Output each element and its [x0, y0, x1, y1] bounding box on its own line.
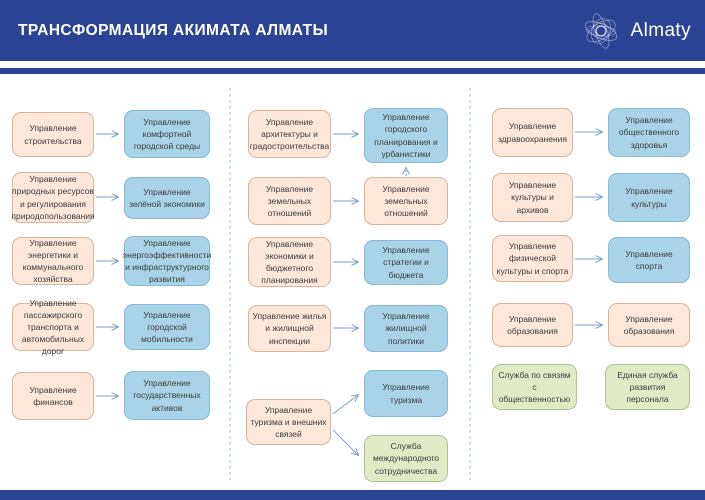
header — [0, 0, 705, 61]
dept-box-new: Управление городского планирования и урбанистики — [364, 108, 448, 163]
dept-box-kept: Управление образования — [608, 303, 690, 347]
dept-box-old: Управление природных ресурсов и регулирования природопользования — [12, 172, 94, 223]
header-stripe — [0, 68, 705, 74]
dept-box-old: Управление строительства — [12, 112, 94, 157]
page-title: ТРАНСФОРМАЦИЯ АКИМАТА АЛМАТЫ — [18, 21, 329, 39]
dept-box-new: Управление городской мобильности — [124, 304, 210, 350]
dept-box-new: Управление спорта — [608, 237, 690, 283]
dept-box-old: Управление туризма и внешних связей — [246, 399, 331, 445]
dept-box-old: Управление экономики и бюджетного планирования — [248, 237, 331, 287]
dept-box-old: Управление финансов — [12, 372, 94, 420]
connector-arrow-fork-up — [333, 395, 358, 414]
dept-box-old: Управление энергетики и коммунального хозяйства — [12, 237, 94, 285]
dept-box-new: Управление стратегии и бюджета — [364, 240, 448, 285]
service-box: Служба по связям с общественностью — [492, 364, 577, 410]
dept-box-old: Управление архитектуры и градостроительства — [248, 110, 331, 158]
dept-box-new: Управление энергоэффективности и инфраструктурного развития — [122, 237, 212, 285]
dept-box-old: Управление культуры и архивов — [492, 173, 573, 222]
service-box: Служба международного сотрудничества — [364, 435, 448, 482]
dept-box-old: Управление физической культуры и спорта — [492, 235, 573, 282]
dept-box-old: Управление жилья и жилищной инспекции — [248, 305, 331, 352]
connector-arrow-fork-down — [333, 430, 358, 455]
service-box: Единая служба развития персонала — [605, 364, 690, 410]
atom-scribble-icon — [579, 7, 623, 55]
dept-box-new: Управление туризма — [364, 370, 448, 417]
dept-box-new: Управление зелёной экономики — [124, 177, 210, 219]
dept-box-old: Управление земельных отношений — [248, 177, 331, 225]
dept-box-new: Управление жилищной политики — [364, 305, 448, 352]
dept-box-old: Управление пассажирского транспорта и автомобильных дорог — [12, 303, 94, 351]
brand-name: Almaty — [630, 19, 691, 41]
dept-box-new: Управление культуры — [608, 173, 690, 222]
dept-box-new: Управление комфортной городской среды — [124, 110, 210, 158]
dept-box-old: Управление образования — [492, 303, 573, 347]
dept-box-kept: Управление земельных отношений — [364, 177, 448, 225]
dept-box-new: Управление государственных активов — [124, 371, 210, 420]
almaty-logo — [579, 7, 691, 55]
dept-box-new: Управление общественного здоровья — [608, 108, 690, 157]
footer-stripe — [0, 490, 705, 500]
dept-box-old: Управление здравоохранения — [492, 108, 573, 157]
